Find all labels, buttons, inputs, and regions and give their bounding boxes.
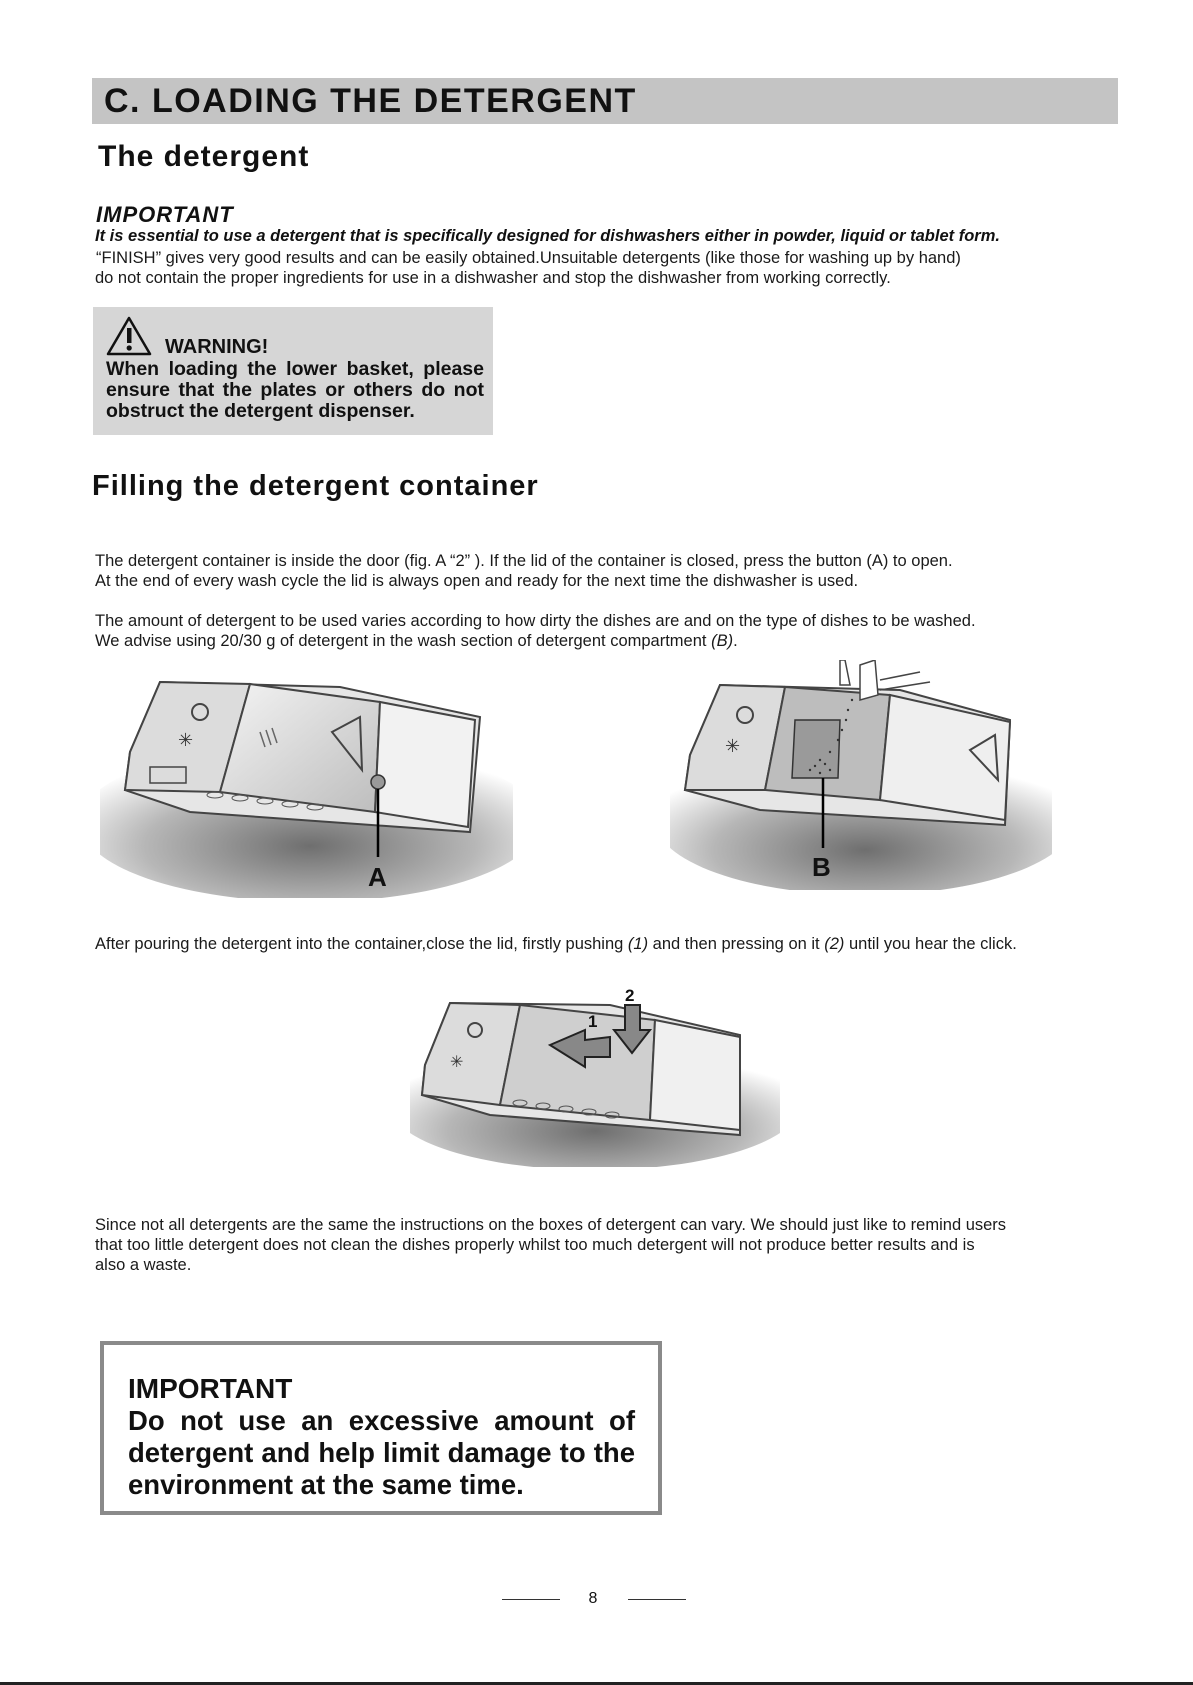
heading-filling-container: Filling the detergent container bbox=[92, 470, 539, 502]
filling-text-line-2: At the end of every wash cycle the lid is always open and ready for the next time the dishwasher is used. bbox=[95, 572, 859, 590]
footer-rule-right bbox=[628, 1599, 686, 1600]
filling-text-line-4: We advise using 20/30 g of detergent in the wash section of detergent compartment (B). bbox=[95, 632, 738, 650]
figure-dispenser-button-a bbox=[100, 672, 513, 898]
since-text-line-2: that too little detergent does not clean the dishes properly whilst too much detergent will not produce better results and is bbox=[95, 1236, 975, 1254]
footer-rule-left bbox=[502, 1599, 560, 1600]
detergent-text-line-1: “FINISH” gives very good results and can be easily obtained.Unsuitable detergents (like those for washing up by hand) bbox=[96, 249, 961, 267]
figure-label-a: A bbox=[368, 862, 387, 892]
filling-text-line-3: The amount of detergent to be used varies according to how dirty the dishes are and on the type of dishes to be washed. bbox=[95, 612, 976, 630]
warning-title: WARNING! bbox=[165, 336, 269, 358]
important-box-text: Do not use an excessive amount of detergent and help limit damage to the environment at the same time. bbox=[128, 1405, 635, 1500]
warning-text: When loading the lower basket, please ensure that the plates or others do not obstruct the detergent dispenser. bbox=[106, 358, 484, 422]
figure-compartment-b bbox=[670, 660, 1052, 890]
filling-text-line-1: The detergent container is inside the door (fig. A “2” ). If the lid of the container is closed, press the button (A) to open. bbox=[95, 552, 953, 570]
important-label: IMPORTANT bbox=[96, 202, 234, 227]
svg-text:✳: ✳ bbox=[450, 1052, 464, 1071]
page-number: 8 bbox=[588, 1590, 598, 1607]
warning-triangle-icon bbox=[106, 315, 152, 357]
warning-box bbox=[93, 307, 493, 435]
since-text-line-3: also a waste. bbox=[95, 1256, 192, 1274]
important-statement: It is essential to use a detergent that is specifically designed for dishwashers either in powder, liquid or tablet form. bbox=[95, 227, 1000, 245]
after-pouring-text: After pouring the detergent into the container,close the lid, firstly pushing (1) and then pressing on it (2) until you hear the click. bbox=[95, 935, 1017, 953]
detergent-text-line-2: do not contain the proper ingredients for use in a dishwasher and stop the dishwasher from working correctly. bbox=[95, 269, 891, 287]
figure-label-2: 2 bbox=[625, 986, 635, 1005]
section-header-bar bbox=[92, 78, 1118, 124]
figure-close-lid bbox=[410, 985, 780, 1167]
figure-label-1: 1 bbox=[588, 1012, 598, 1031]
since-text-line-1: Since not all detergents are the same the instructions on the boxes of detergent can vary. We should just like to remind users bbox=[95, 1216, 1007, 1234]
important-box-title: IMPORTANT bbox=[128, 1373, 293, 1404]
important-box bbox=[100, 1341, 662, 1515]
svg-text:✳: ✳ bbox=[178, 730, 194, 751]
figure-label-b: B bbox=[812, 852, 831, 882]
section-title: C. LOADING THE DETERGENT bbox=[104, 82, 637, 120]
heading-the-detergent: The detergent bbox=[98, 140, 310, 173]
svg-text:✳: ✳ bbox=[725, 736, 741, 757]
